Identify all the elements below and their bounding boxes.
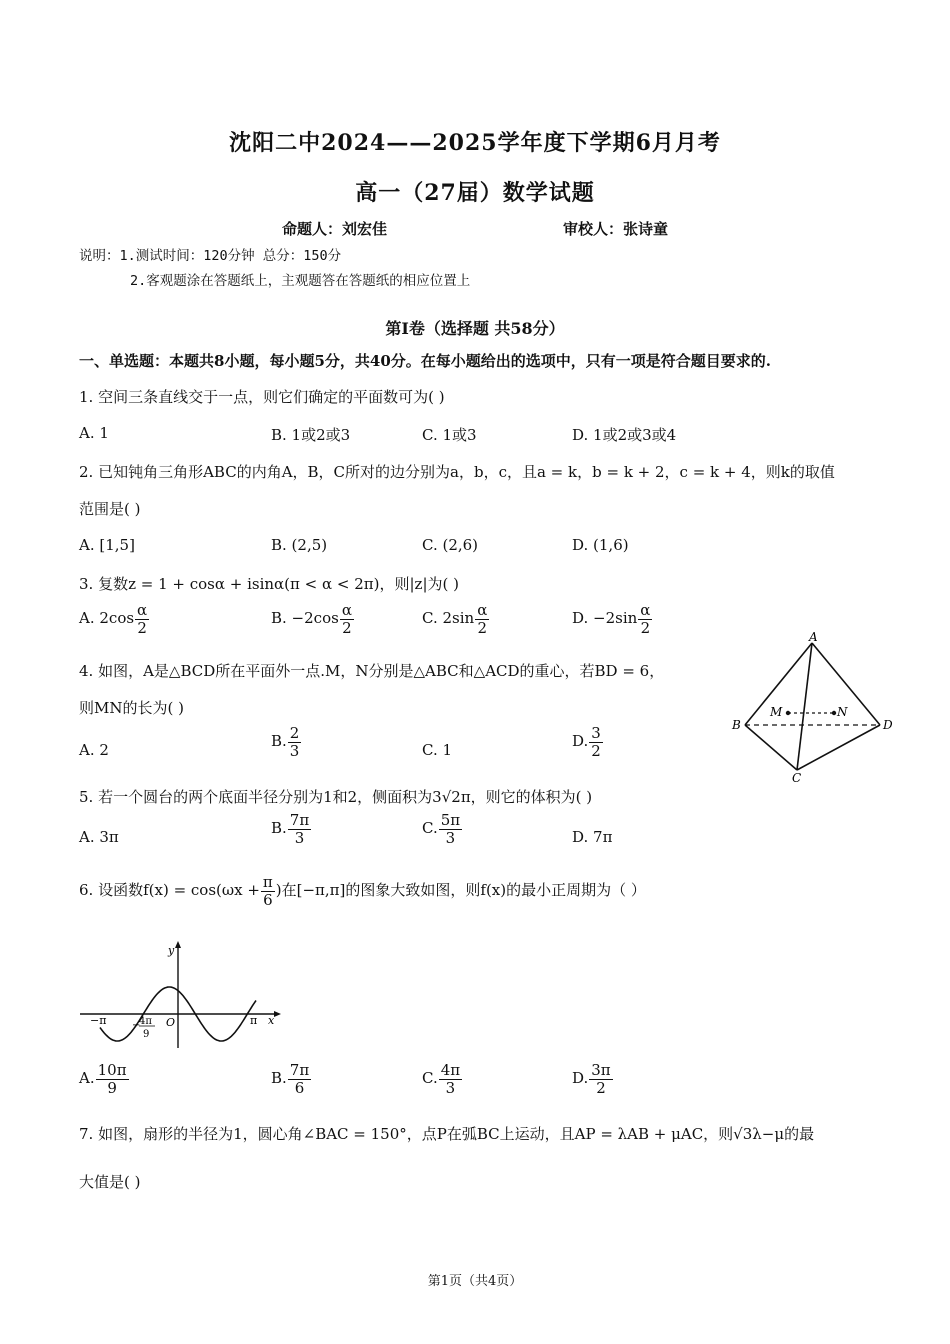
- question-7-stem: 7. 如图，扇形的半径为1，圆心角∠BAC = 150°，点P在弧BC上运动，且AP = λAB + μAC，则√3λ−μ的最: [79, 1125, 815, 1143]
- author-label: 命题人：刘宏佳: [282, 220, 388, 238]
- section-title: 一、单选题：本题共8小题，每小题5分，共40分。在每小题给出的选项中，只有一项是符合题目要求的.: [79, 352, 771, 370]
- fraction-denominator: 6: [294, 1078, 305, 1097]
- question-6-stem: [79, 874, 646, 908]
- fraction-numerator: 3π: [591, 1061, 611, 1079]
- fraction-denominator: 3: [294, 828, 305, 847]
- question-4-option-d: [572, 725, 604, 759]
- option-label: D. −2sin: [572, 609, 638, 627]
- fraction-numerator: α: [341, 601, 352, 619]
- origin-label: O: [166, 1016, 176, 1029]
- fraction-numerator: 2: [289, 724, 300, 742]
- option-label: B.: [271, 732, 287, 750]
- question-4-option-a: A. 2: [79, 741, 109, 759]
- question-3-option-c: [422, 602, 490, 636]
- edge-bc: [745, 725, 797, 770]
- question-4-option-c: C. 1: [422, 741, 453, 759]
- fraction-denominator: 2: [596, 1078, 606, 1097]
- fraction-numerator: 3: [591, 724, 601, 742]
- question-2-option-c: C. (2,6): [422, 536, 479, 554]
- question-4-option-b: [271, 725, 302, 759]
- y-axis-label: y: [168, 944, 175, 957]
- question-5-option-a: A. 3π: [79, 828, 119, 846]
- option-label: A. 2cos: [79, 609, 135, 627]
- fraction-denominator: 6: [263, 890, 273, 909]
- question-3-option-d: [572, 602, 653, 636]
- fraction-denominator: 3: [445, 1078, 456, 1097]
- tick-denominator: 9: [143, 1029, 150, 1040]
- fraction-denominator: 2: [342, 618, 352, 637]
- fraction-denominator: 2: [591, 741, 601, 760]
- exam-title: 沈阳二中2024——2025学年度下学期6月月考: [229, 130, 721, 156]
- question-4-stem: 4. 如图，A是△BCD所在平面外一点.M，N分别是△ABC和△ACD的重心，若BD = 6，: [79, 662, 665, 680]
- stem-text: 6. 设函数f(x) = cos(ωx +: [79, 881, 260, 899]
- question-6-option-d: [572, 1062, 614, 1096]
- question-1-option-b: B. 1或2或3: [271, 426, 351, 444]
- label-c: C: [792, 771, 802, 785]
- option-label: B.: [271, 1069, 287, 1087]
- neg-pi-label: −π: [90, 1014, 107, 1027]
- edge-ac: [797, 643, 812, 770]
- fraction-denominator: 3: [289, 741, 300, 760]
- question-2-option-d: D. (1,6): [572, 536, 629, 554]
- label-m: M: [770, 705, 783, 719]
- fraction-denominator: 9: [107, 1078, 117, 1097]
- question-3-option-a: [79, 602, 150, 636]
- question-2-stem: 2. 已知钝角三角形ABC的内角A，B，C所对的边分别为a，b，c，且a = k，b = k + 2，c = k + 4，则k的取值: [79, 463, 835, 481]
- edge-cd: [797, 725, 880, 770]
- option-label: C.: [422, 819, 438, 837]
- label-a: A: [809, 630, 818, 644]
- question-5-stem: 5. 若一个圆台的两个底面半径分别为1和2，侧面积为3√2π，则它的体积为( ): [79, 788, 593, 806]
- fraction-numerator: π: [262, 873, 273, 891]
- option-label: A.: [79, 1069, 95, 1087]
- tick-numerator: 4π: [139, 1016, 152, 1027]
- option-label: C.: [422, 1069, 438, 1087]
- exam-subtitle: 高一（27届）数学试题: [355, 180, 595, 206]
- question-6-option-b: [271, 1062, 312, 1096]
- fraction-numerator: α: [477, 601, 488, 619]
- fraction-numerator: α: [640, 601, 651, 619]
- fraction-numerator: 7π: [289, 811, 310, 829]
- reviewer-label: 审校人：张诗童: [563, 220, 669, 238]
- fraction-denominator: 3: [445, 828, 456, 847]
- point-m: [786, 711, 790, 715]
- tick-sign: −: [132, 1020, 141, 1031]
- option-label: C. 2sin: [422, 609, 475, 627]
- fraction-numerator: α: [137, 601, 148, 619]
- fraction-numerator: 10π: [97, 1061, 127, 1079]
- option-label: D.: [572, 1069, 589, 1087]
- fraction-numerator: 5π: [440, 811, 461, 829]
- fraction-denominator: 2: [640, 618, 651, 637]
- tetrahedron-figure: [730, 630, 900, 785]
- question-6-option-c: [422, 1062, 463, 1096]
- point-n: [832, 711, 836, 715]
- instructions-line-2: 2.客观题涂在答题纸上，主观题答在答题纸的相应位置上: [130, 273, 471, 289]
- question-5-option-b: [271, 812, 312, 846]
- label-d: D: [883, 718, 893, 732]
- x-axis-arrow: [274, 1011, 281, 1017]
- question-2-stem-cont: 范围是( ): [79, 500, 141, 518]
- cosine-graph: [78, 940, 283, 1055]
- instructions-line-1: 说明：1.测试时间：120分钟 总分：150分: [79, 248, 342, 264]
- question-1-stem: 1. 空间三条直线交于一点，则它们确定的平面数可为( ): [79, 388, 445, 406]
- option-label: D.: [572, 732, 589, 750]
- page-footer: 第1页（共4页）: [427, 1274, 523, 1289]
- fraction-denominator: 2: [137, 618, 147, 637]
- question-1-option-c: C. 1或3: [422, 426, 477, 444]
- label-b: B: [732, 718, 741, 732]
- question-1-option-a: A. 1: [79, 424, 109, 442]
- option-label: B.: [271, 819, 287, 837]
- question-1-option-d: D. 1或2或3或4: [572, 426, 677, 444]
- question-3-option-b: [271, 602, 355, 636]
- part-title: 第Ⅰ卷（选择题 共58分）: [385, 319, 565, 338]
- question-2-option-a: A. [1,5]: [79, 536, 135, 554]
- question-6-option-a: [79, 1062, 130, 1096]
- question-7-stem-cont: 大值是( ): [79, 1173, 141, 1191]
- question-5-option-c: [422, 812, 463, 846]
- x-axis-label: x: [268, 1014, 275, 1027]
- question-4-stem-cont: 则MN的长为( ): [79, 699, 184, 717]
- question-5-option-d: D. 7π: [572, 828, 613, 846]
- question-3-stem: 3. 复数z = 1 + cosα + isinα(π < α < 2π)，则|z|为( ): [79, 575, 459, 593]
- fraction-numerator: 7π: [289, 1061, 310, 1079]
- fraction-numerator: 4π: [440, 1061, 461, 1079]
- fraction-denominator: 2: [477, 618, 488, 637]
- pi-label: π: [250, 1014, 258, 1027]
- stem-text: )在[−π,π]的图象大致如图，则f(x)的最小正周期为（ ）: [275, 881, 646, 899]
- label-n: N: [837, 705, 848, 719]
- y-axis-arrow: [175, 941, 181, 948]
- option-label: B. −2cos: [271, 609, 339, 627]
- question-2-option-b: B. (2,5): [271, 536, 328, 554]
